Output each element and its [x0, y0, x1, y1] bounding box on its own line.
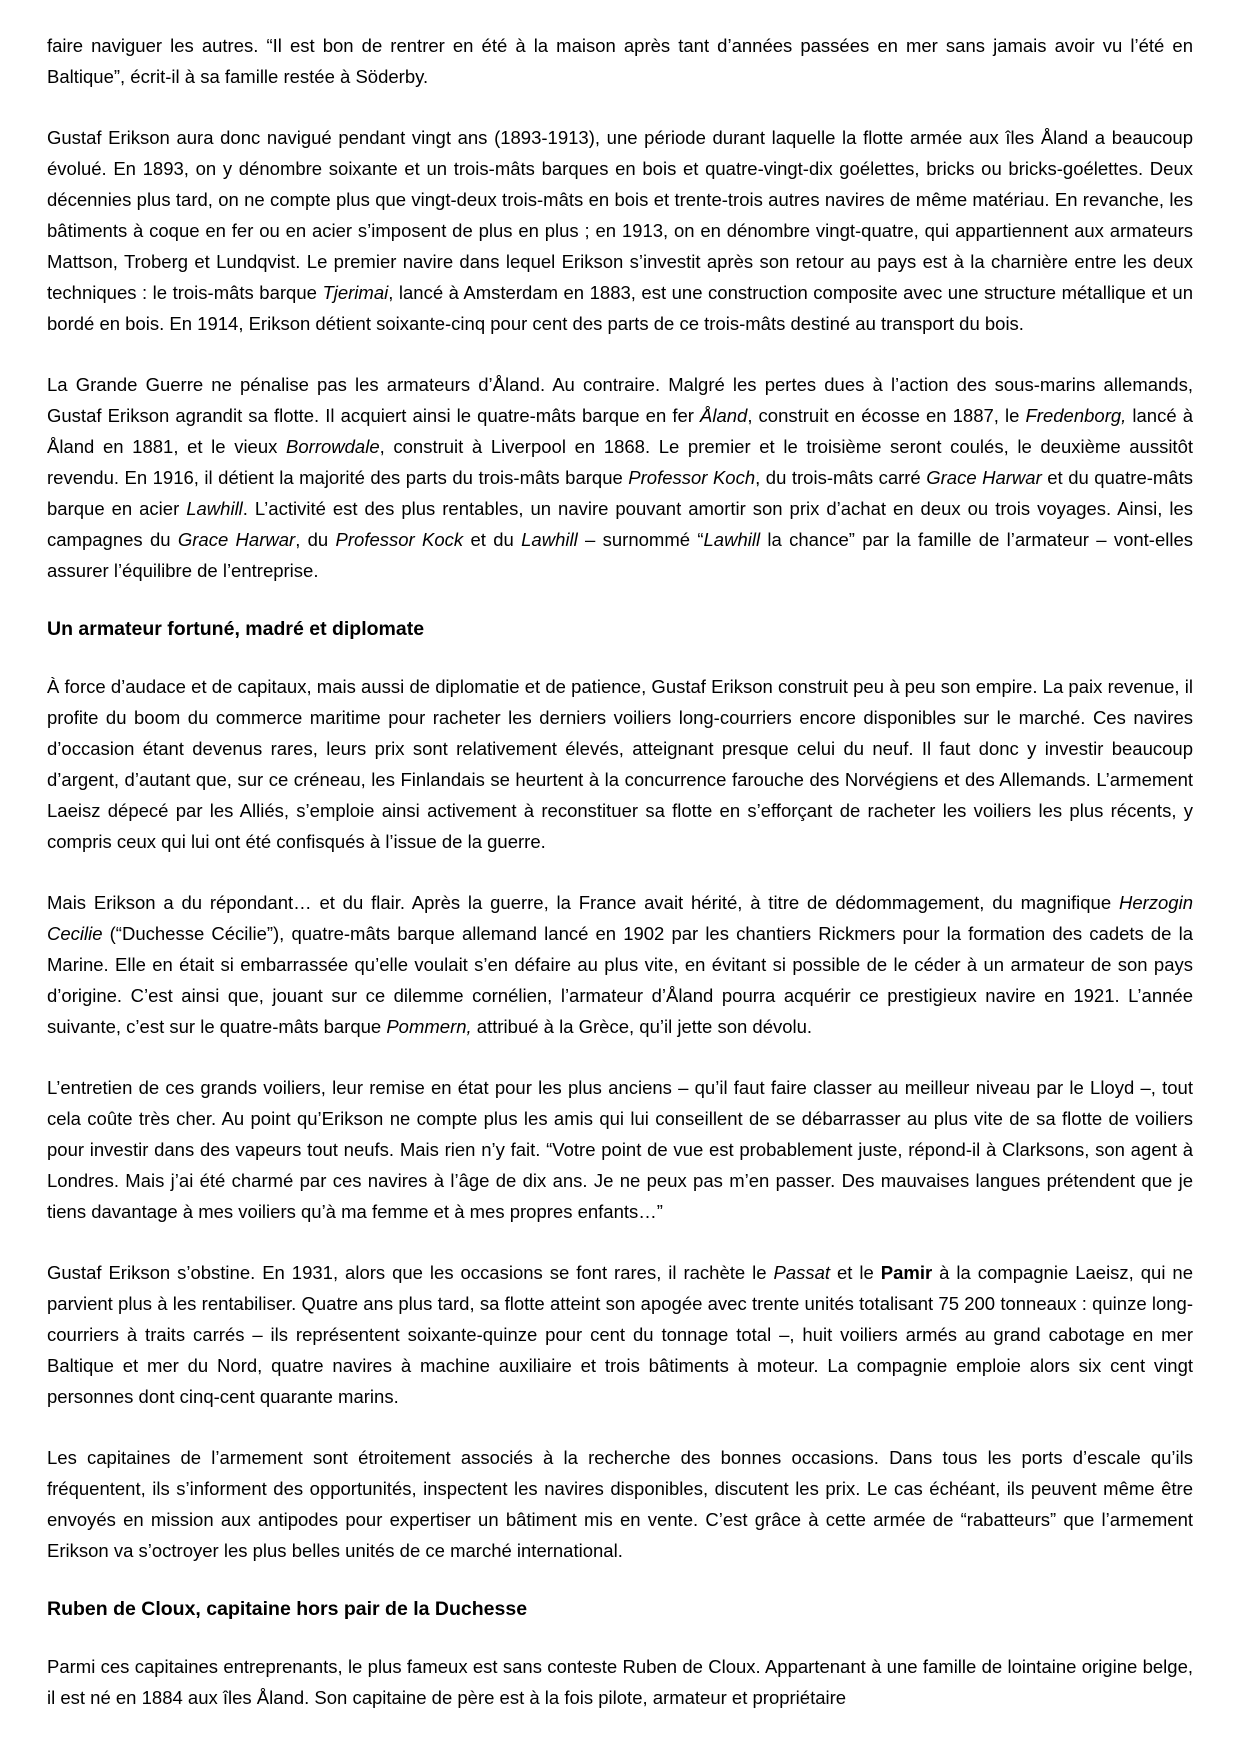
paragraph — [47, 671, 1193, 857]
document-content — [47, 30, 1193, 1713]
paragraph — [47, 1072, 1193, 1227]
text-run: Gustaf Erikson aura donc navigué pendant vingt ans (1893-1913), une période durant laquelle la flotte armée aux îles Åland a beaucoup évolué. En 1893, on y dénombre soixante et un trois-mâts barques en bois et quatre-vingt-dix goélettes, bricks ou bricks-goélettes. Deux décennies plus tard, on ne compte plus que vingt-deux trois-mâts en bois et trente-trois autres navires de même matériau. En revanche, les bâtiments à coque en fer ou en acier s’imposent de plus en plus ; en 1913, on en dénombre vingt-quatre, qui appartiennent aux armateurs Mattson, Troberg et Lundqvist. Le premier navire dans lequel Erikson s’investit après son retour au pays est à la charnière entre les deux techniques : le trois-mâts barque — [47, 127, 1193, 303]
text-run: Gustaf Erikson s’obstine. En 1931, alors que les occasions se font rares, il rachète le — [47, 1262, 774, 1283]
text-run: et le — [830, 1262, 881, 1283]
ship-name: Tjerimai — [322, 282, 389, 303]
text-run: , du trois-mâts carré — [755, 467, 927, 488]
text-run: L’entretien de ces grands voiliers, leur remise en état pour les plus anciens – qu’il faut faire classer au meilleur niveau par le Lloyd –, tout cela coûte très cher. Au point qu’Erikson ne compte plus les amis qui lui conseillent de se débarrasser au plus vite de sa flotte de voiliers pour investir dans des vapeurs tout neufs. Mais rien n’y fait. “Votre point de vue est probablement juste, répond-il à Clarksons, son agent à Londres. Mais j’ai été charmé par ces navires à l’âge de dix ans. Je ne peux pas m’en passer. Des mauvaises langues prétendent que je tiens davantage à mes voiliers qu’à ma femme et à mes propres enfants…” — [47, 1077, 1193, 1222]
ship-name: Professor Koch — [628, 467, 756, 488]
paragraph — [47, 1442, 1193, 1566]
ship-name: Herzogin Cecilie — [47, 892, 1193, 944]
ship-name: Borrowdale — [286, 436, 380, 457]
ship-name: Lawhill — [703, 529, 761, 550]
text-run: Mais Erikson a du répondant… et du flair. Après la guerre, la France avait hérité, à titre de dédommagement, du magnifique — [47, 892, 1119, 913]
text-run: , lancé à Amsterdam en 1883, est une construction composite avec une structure métallique et un bordé en bois. En 1914, Erikson détient soixante-cinq pour cent des parts de ce trois-mâts destiné au transport du bois. — [47, 282, 1193, 334]
text-run: , construit à Liverpool en 1868. Le premier et le troisième seront coulés, le deuxième aussitôt revendu. En 1916, il détient la majorité des parts du trois-mâts barque — [47, 436, 1193, 488]
text-run: Un armateur fortuné, madré et diplomate — [47, 618, 425, 640]
text-run: à la compagnie Laeisz, qui ne parvient plus à les rentabiliser. Quatre ans plus tard, sa flotte atteint son apogée avec trente unités totalisant 75 200 tonneaux : quinze long-courriers à traits carrés – ils représentent soixante-quinze pour cent du tonnage total –, huit voiliers armés au grand cabotage en mer Baltique et mer du Nord, quatre navires à machine auxiliaire et trois bâtiments à moteur. La compagnie emploie alors six cent vingt personnes dont cinq-cent quarante marins. — [47, 1262, 1193, 1407]
ship-name: Grace Harwar — [177, 529, 296, 550]
text-run: faire naviguer les autres. “Il est bon de rentrer en été à la maison après tant d’années passées en mer sans jamais avoir vu l’été en Baltique”, écrit-il à sa famille restée à Söderby. — [47, 35, 1193, 87]
ship-name: Fredenborg, — [1025, 405, 1127, 426]
text-run: Ruben de Cloux, capitaine hors pair de la Duchesse — [47, 1598, 528, 1620]
ship-name: Passat — [773, 1262, 831, 1283]
ship-name: Lawhill — [186, 498, 243, 519]
text-run: et du quatre-mâts barque en acier — [47, 467, 1193, 519]
text-run: , construit en écosse en 1887, le — [747, 405, 1026, 426]
paragraph — [47, 1257, 1193, 1412]
text-run: , du — [295, 529, 336, 550]
text-run: lancé à Åland en 1881, et le vieux — [47, 405, 1193, 457]
text-run: attribué à la Grèce, qu’il jette son dévolu. — [471, 1016, 813, 1037]
text-run: (“Duchesse Cécilie”), quatre-mâts barque allemand lancé en 1902 par les chantiers Rickmers pour la formation des cadets de la Marine. Elle en était si embarrassée qu’elle voulait s’en défaire au plus vite, en évitant si possible de le céder à un armateur de son pays d’origine. C’est ainsi que, jouant sur ce dilemme cornélien, l’armateur d’Åland pourra acquérir ce prestigieux navire en 1921. L’année suivante, c’est sur le quatre-mâts barque — [47, 923, 1193, 1037]
paragraph — [47, 30, 1193, 92]
paragraph — [47, 1651, 1193, 1713]
ship-name: Åland — [700, 405, 748, 426]
paragraph — [47, 887, 1193, 1042]
paragraph — [47, 369, 1193, 586]
section-heading — [47, 1596, 1193, 1622]
ship-name: Pommern, — [386, 1016, 472, 1037]
text-run: et du — [463, 529, 522, 550]
text-run: La Grande Guerre ne pénalise pas les armateurs d’Åland. Au contraire. Malgré les pertes dues à l’action des sous-marins allemands, Gustaf Erikson agrandit sa flotte. Il acquiert ainsi le quatre-mâts barque en fer — [47, 374, 1193, 426]
ship-name-bold: Pamir — [880, 1262, 933, 1283]
text-run: À force d’audace et de capitaux, mais aussi de diplomatie et de patience, Gustaf Erikson construit peu à peu son empire. La paix revenue, il profite du boom du commerce maritime pour racheter les derniers voiliers long-courriers encore disponibles sur le marché. Ces navires d’occasion étant devenus rares, leurs prix sont relativement élevés, atteignant presque celui du neuf. Il faut donc y investir beaucoup d’argent, d’autant que, sur ce créneau, les Finlandais se heurtent à la concurrence farouche des Norvégiens et des Allemands. L’armement Laeisz dépecé par les Alliés, s’emploie ainsi activement à reconstituer sa flotte en s’efforçant de racheter les voiliers les plus récents, y compris ceux qui lui ont été confisqués à l’issue de la guerre. — [47, 676, 1193, 852]
paragraph — [47, 122, 1193, 339]
section-heading — [47, 616, 1193, 642]
text-run: Parmi ces capitaines entreprenants, le plus fameux est sans conteste Ruben de Cloux. Appartenant à une famille de lointaine origine belge, il est né en 1884 aux îles Åland. Son capitaine de père est à la fois pilote, armateur et propriétaire — [47, 1656, 1193, 1708]
ship-name: Grace Harwar — [926, 467, 1042, 488]
ship-name: Lawhill — [521, 529, 578, 550]
text-run: – surnommé “ — [577, 529, 704, 550]
text-run: Les capitaines de l’armement sont étroitement associés à la recherche des bonnes occasions. Dans tous les ports d’escale qu’ils fréquentent, ils s’informent des opportunités, inspectent les navires disponibles, discutent les prix. Le cas échéant, ils peuvent même être envoyés en mission aux antipodes pour expertiser un bâtiment mis en vente. C’est grâce à cette armée de “rabatteurs” que l’armement Erikson va s’octroyer les plus belles unités de ce marché international. — [47, 1447, 1193, 1561]
text-run: la chance” par la famille de l’armateur – vont-elles assurer l’équilibre de l’entreprise. — [47, 529, 1194, 581]
ship-name: Professor Kock — [335, 529, 464, 550]
text-run: . L’activité est des plus rentables, un navire pouvant amortir son prix d’achat en deux ou trois voyages. Ainsi, les campagnes du — [47, 498, 1194, 550]
